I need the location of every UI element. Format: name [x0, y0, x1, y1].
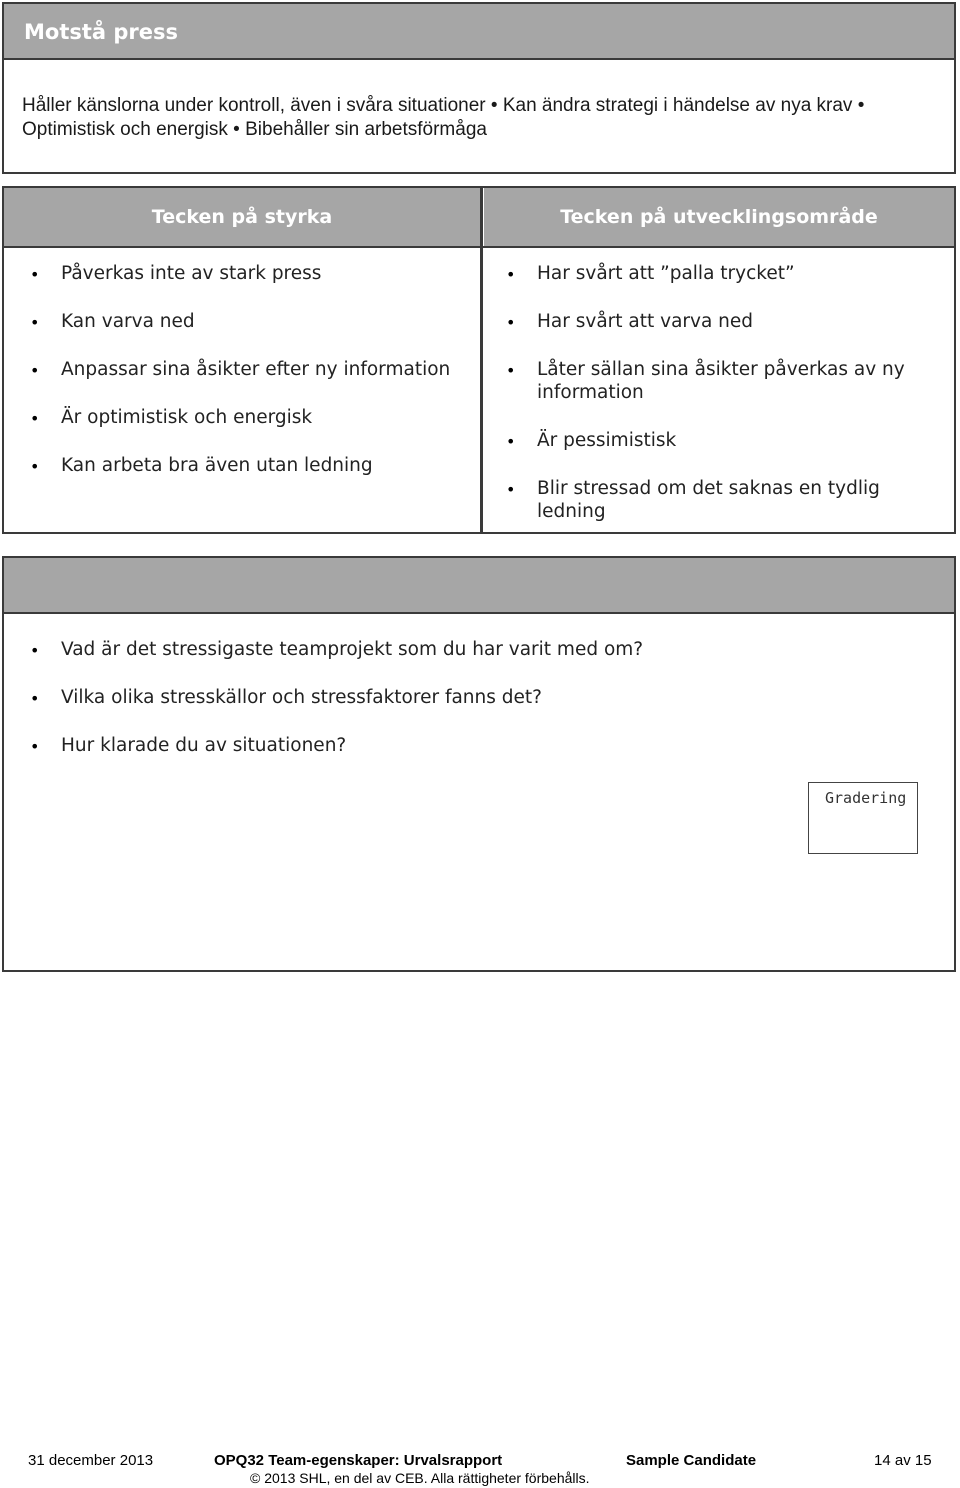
section-summary: Håller känslorna under kontroll, även i svåra situationer • Kan ändra strategi i händelse av nya krav • Optimistisk och energisk • Bibehåller sin arbetsförmåga — [22, 95, 865, 140]
development-text: Är pessimistisk — [537, 430, 677, 451]
development-text: Har svårt att varva ned — [537, 311, 754, 332]
list-item — [28, 638, 928, 661]
footer-copyright: © 2013 SHL, en del av CEB. Alla rättigheter förbehålls. — [250, 1470, 590, 1486]
bullet-icon: • — [30, 641, 40, 660]
bullet-icon: • — [30, 737, 40, 756]
signs-table — [2, 186, 956, 534]
strength-text: Påverkas inte av stark press — [61, 263, 322, 284]
footer-candidate: Sample Candidate — [626, 1452, 757, 1469]
strengths-header: Tecken på styrka — [4, 188, 480, 246]
list-item — [28, 734, 928, 757]
development-list — [504, 262, 944, 548]
bullet-icon: • — [506, 361, 516, 380]
strength-text: Kan varva ned — [61, 311, 195, 332]
grading-box[interactable] — [808, 782, 918, 854]
section-title: Motstå press — [24, 20, 179, 44]
list-item — [504, 262, 944, 285]
section-title-bar — [2, 2, 956, 60]
strength-text: Kan arbeta bra även utan ledning — [61, 455, 373, 476]
list-item — [504, 477, 944, 523]
bullet-icon: • — [30, 361, 40, 380]
list-item — [28, 686, 928, 709]
bullet-icon: • — [506, 432, 516, 451]
questions-list — [28, 638, 928, 782]
bullet-icon: • — [30, 457, 40, 476]
footer-report-title: OPQ32 Team-egenskaper: Urvalsrapport — [214, 1452, 503, 1469]
strength-text: Anpassar sina åsikter efter ny information — [61, 359, 451, 380]
footer-page-number: 14 av 15 — [874, 1452, 932, 1469]
development-text: Har svårt att ”palla trycket” — [537, 263, 795, 284]
list-item — [28, 310, 468, 333]
questions-box — [2, 612, 956, 972]
bullet-icon: • — [30, 265, 40, 284]
bullet-icon: • — [30, 689, 40, 708]
list-item — [28, 262, 468, 285]
table-column-divider — [480, 188, 483, 532]
grading-label: Gradering — [825, 789, 907, 807]
list-item — [504, 310, 944, 333]
bullet-icon: • — [506, 313, 516, 332]
bullet-icon: • — [506, 265, 516, 284]
footer-date: 31 december 2013 — [28, 1452, 154, 1469]
bullet-icon: • — [30, 313, 40, 332]
question-text: Vad är det stressigaste teamprojekt som du har varit med om? — [61, 639, 644, 660]
question-text: Vilka olika stresskällor och stressfaktorer fanns det? — [61, 687, 542, 708]
table-header-divider — [4, 246, 954, 248]
list-item — [504, 429, 944, 452]
development-text: Blir stressad om det saknas en tydlig ledning — [537, 478, 880, 522]
development-text: Låter sällan sina åsikter påverkas av ny information — [537, 359, 905, 403]
bullet-icon: • — [30, 409, 40, 428]
question-text: Hur klarade du av situationen? — [61, 735, 347, 756]
development-header: Tecken på utvecklingsområde — [484, 188, 954, 246]
list-item — [28, 454, 468, 477]
strength-text: Är optimistisk och energisk — [61, 407, 313, 428]
questions-header-bar — [2, 556, 956, 616]
list-item — [504, 358, 944, 404]
section-summary-box — [2, 58, 956, 174]
bullet-icon: • — [506, 480, 516, 499]
strengths-list — [28, 262, 468, 502]
list-item — [28, 358, 468, 381]
list-item — [28, 406, 468, 429]
